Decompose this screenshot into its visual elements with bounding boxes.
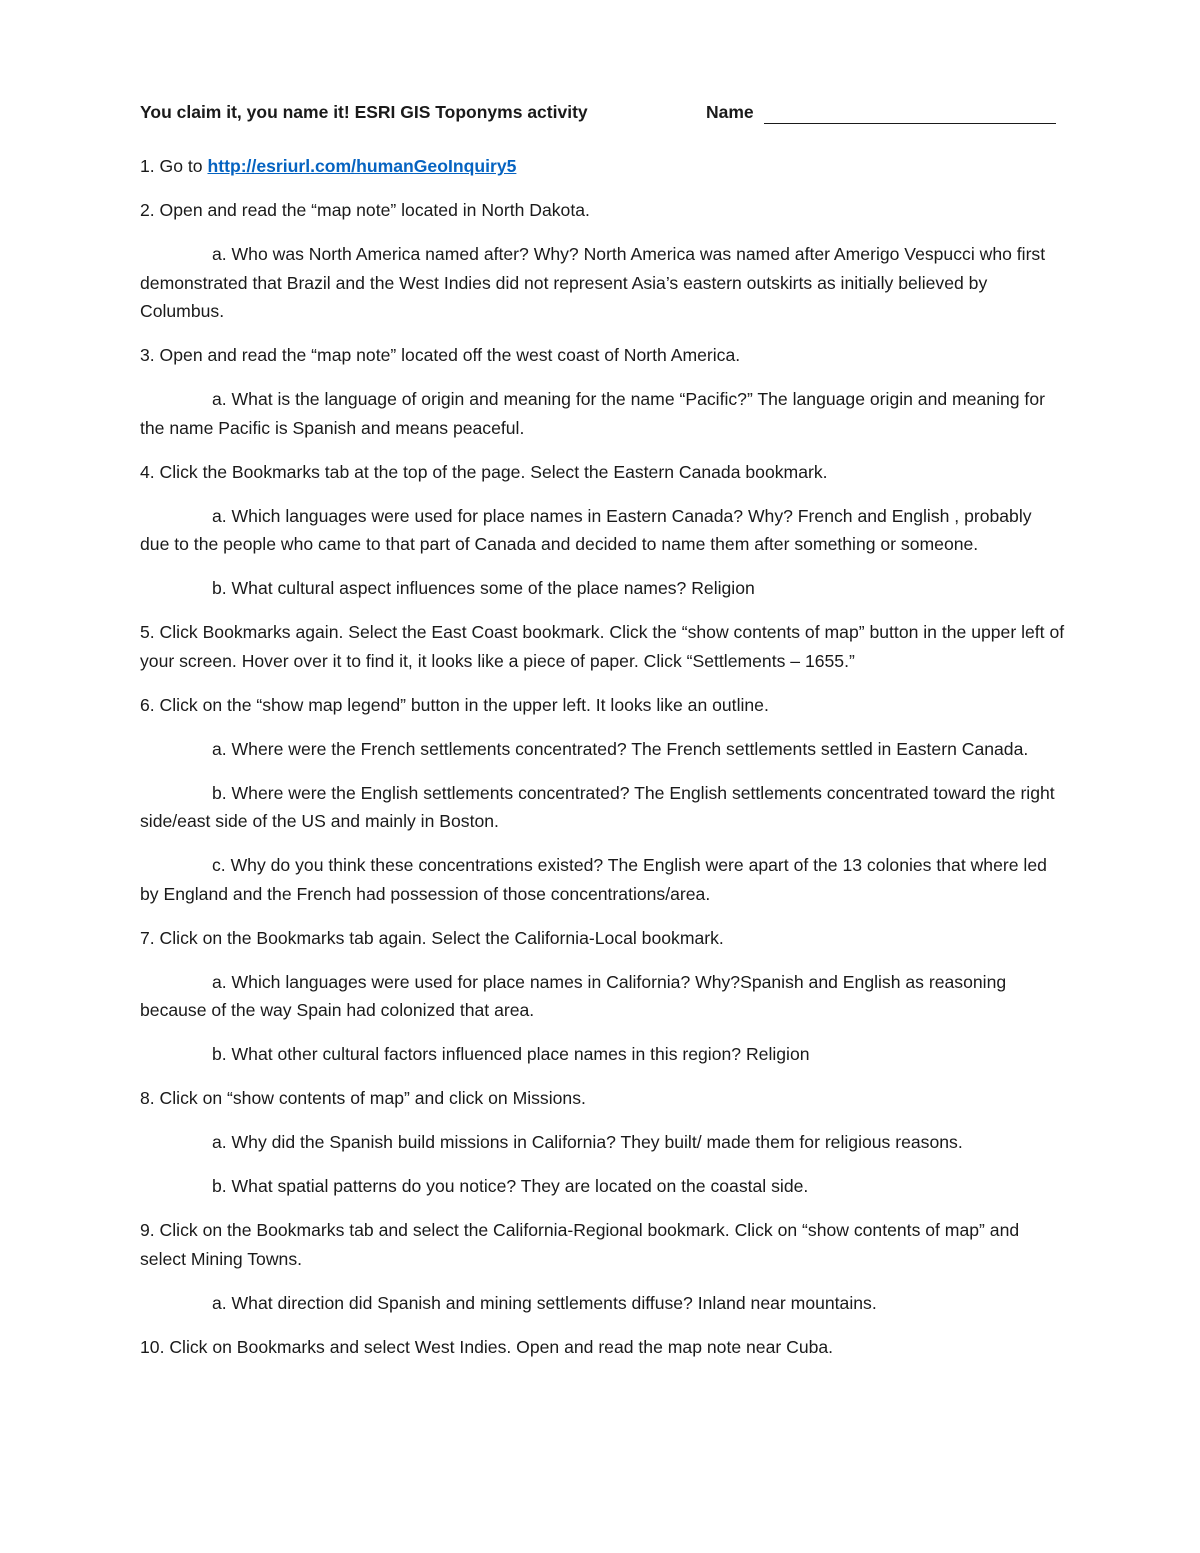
question-2: 2. Open and read the “map note” located in North Dakota. bbox=[140, 200, 590, 220]
question-5: 5. Click Bookmarks again. Select the East Coast bookmark. Click the “show contents of map” button in the upper left of your screen. Hover over it to find it, it looks like a piece of paper. Click “Settlements – 1655.” bbox=[140, 622, 1065, 671]
question-6b: b. Where were the English settlements concentrated? The English settlements concentrated toward the right side/east side of the US and mainly in Boston. bbox=[140, 782, 1055, 831]
question-4b: b. What cultural aspect influences some of the place names? Religion bbox=[212, 578, 755, 598]
question-6c: c. Why do you think these concentrations existed? The English were apart of the 13 colonies that where led by England and the French had possession of those concentrations/area. bbox=[140, 855, 1047, 904]
name-blank-line[interactable] bbox=[764, 123, 1056, 124]
question-8: 8. Click on “show contents of map” and click on Missions. bbox=[140, 1088, 586, 1108]
worksheet-header bbox=[140, 102, 1060, 128]
question-2a: a. Who was North America named after? Why? North America was named after Amerigo Vespucci who first demonstrated that Brazil and the West Indies did not represent Asia’s eastern outskirts as initially believed by Columbus. bbox=[140, 244, 1046, 321]
question-3a: a. What is the language of origin and meaning for the name “Pacific?” The language origin and meaning for the name Pacific is Spanish and means peaceful. bbox=[140, 389, 1045, 438]
question-1 bbox=[140, 152, 1065, 181]
worksheet-body bbox=[140, 152, 1065, 1377]
question-4: 4. Click the Bookmarks tab at the top of the page. Select the Eastern Canada bookmark. bbox=[140, 461, 828, 482]
question-8b: b. What spatial patterns do you notice? They are located on the coastal side. bbox=[212, 1176, 809, 1196]
question-6: 6. Click on the “show map legend” button in the upper left. It looks like an outline. bbox=[140, 694, 769, 715]
question-9a: a. What direction did Spanish and mining settlements diffuse? Inland near mountains. bbox=[212, 1292, 877, 1313]
question-7: 7. Click on the Bookmarks tab again. Select the California-Local bookmark. bbox=[140, 927, 724, 948]
question-7a: a. Which languages were used for place names in California? Why?Spanish and English as reasoning because of the way Spain had colonized that area. bbox=[140, 971, 1007, 1020]
question-7b: b. What other cultural factors influenced place names in this region? Religion bbox=[212, 1044, 810, 1064]
question-6a: a. Where were the French settlements concentrated? The French settlements settled in Eastern Canada. bbox=[212, 738, 1029, 759]
activity-link[interactable]: http://esriurl.com/humanGeoInquiry5 bbox=[207, 156, 517, 176]
question-10: 10. Click on Bookmarks and select West Indies. Open and read the map note near Cuba. bbox=[140, 1336, 834, 1357]
question-3: 3. Open and read the “map note” located off the west coast of North America. bbox=[140, 345, 741, 365]
question-8a: a. Why did the Spanish build missions in California? They built/ made them for religious reasons. bbox=[212, 1132, 963, 1152]
question-1-text: 1. Go to bbox=[140, 156, 208, 176]
worksheet-title: You claim it, you name it! ESRI GIS Toponyms activity bbox=[140, 102, 588, 122]
name-label: Name bbox=[706, 102, 754, 122]
question-4a: a. Which languages were used for place names in Eastern Canada? Why? French and English , probably due to the people who came to that part of Canada and decided to name them after something or someone. bbox=[140, 505, 1032, 554]
question-9: 9. Click on the Bookmarks tab and select the California-Regional bookmark. Click on “show contents of map” and select Mining Towns. bbox=[140, 1220, 1020, 1269]
